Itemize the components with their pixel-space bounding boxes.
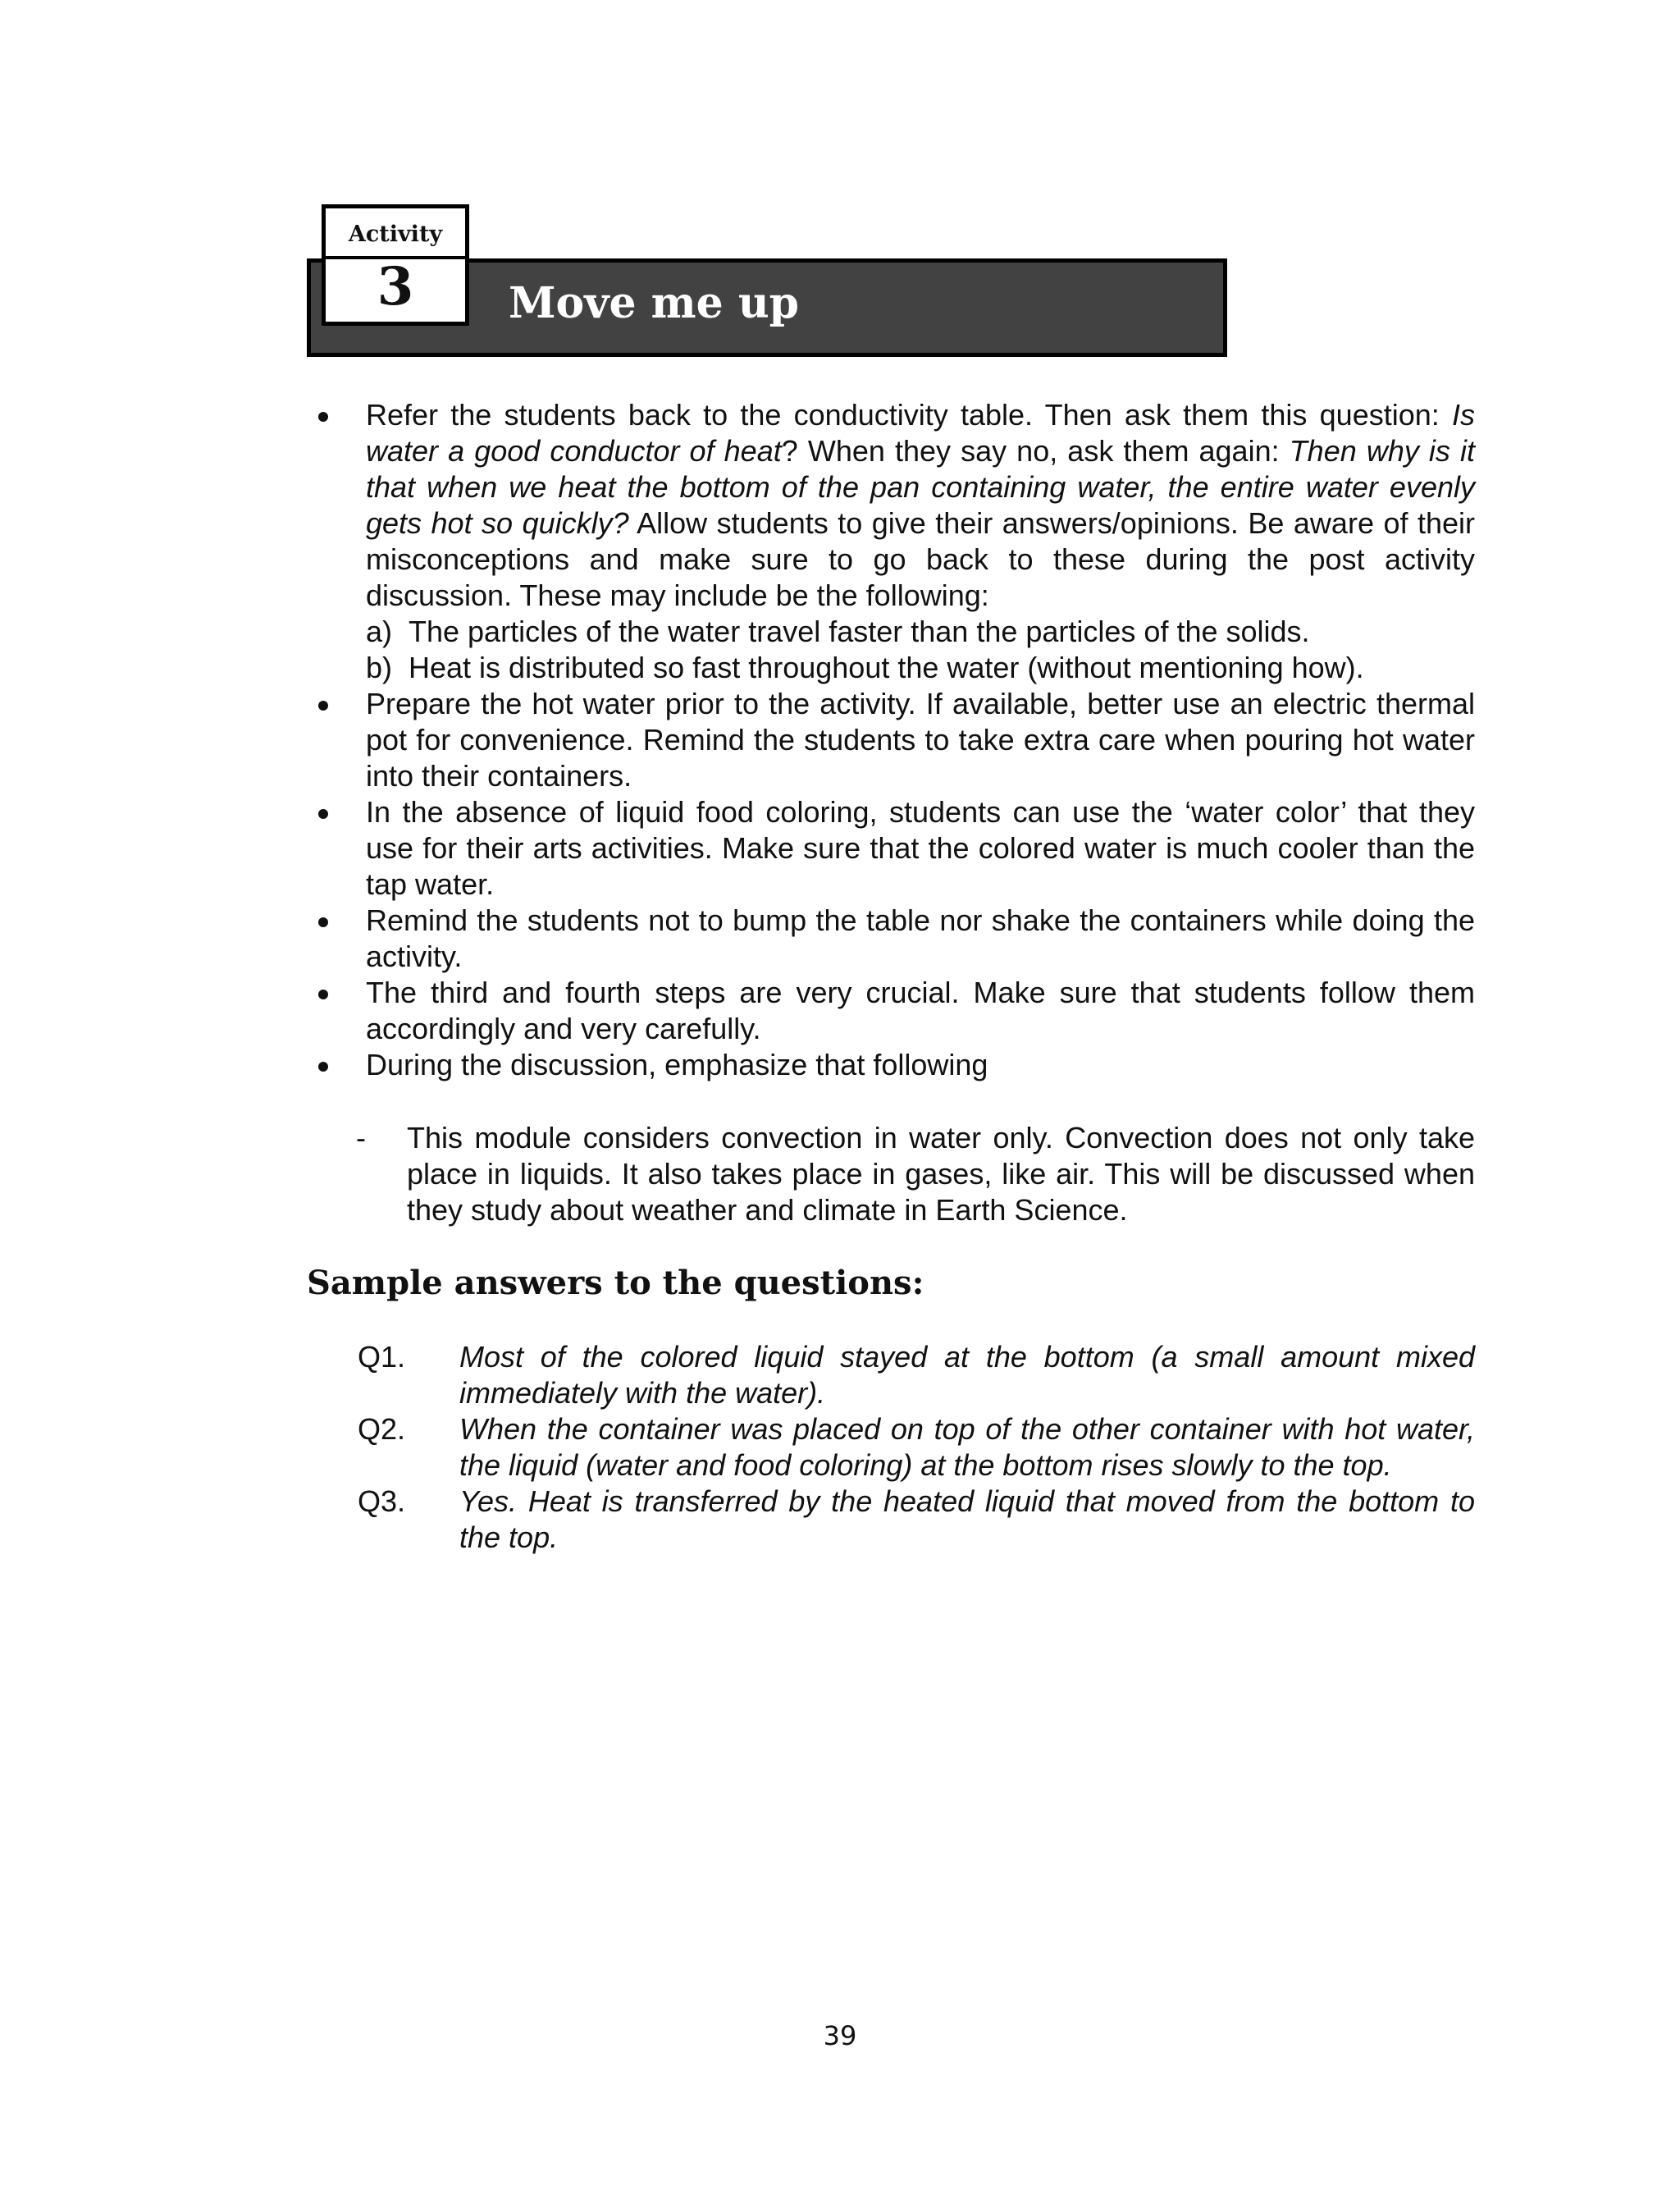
answer-label: Q2. bbox=[358, 1412, 406, 1446]
page-number: 39 bbox=[823, 2020, 857, 2051]
sub-item-label: b) bbox=[366, 651, 393, 684]
teaching-notes-list bbox=[307, 397, 1475, 1083]
dash-marker: - bbox=[356, 1121, 366, 1154]
activity-title: Move me up bbox=[509, 278, 800, 328]
note-text: Allow students to give their answers/opinions. Be aware of their misconceptions and make sure to go back to these during the post activity discussion. These may include be the following: bbox=[366, 506, 1475, 612]
list-item bbox=[307, 794, 1475, 903]
question-text: Then why is it that when we heat the bottom of the pan containing water, the entire water evenly gets hot so quickly? bbox=[366, 434, 1475, 540]
sub-item-label: a) bbox=[366, 615, 393, 648]
bullet-icon bbox=[318, 412, 328, 422]
note-text: ? When they say no, ask them again: bbox=[781, 434, 1290, 468]
activity-label: Activity bbox=[348, 222, 443, 247]
list-item bbox=[307, 903, 1475, 975]
bullet-icon bbox=[318, 809, 328, 819]
convection-note bbox=[356, 1120, 1475, 1228]
sub-item-text: The particles of the water travel faster than the particles of the solids. bbox=[409, 615, 1310, 648]
bullet-icon bbox=[318, 701, 328, 711]
answer-row bbox=[358, 1484, 1475, 1556]
note-text: The third and fourth steps are very crucial. Make sure that students follow them accordingly and very carefully. bbox=[366, 976, 1475, 1045]
misconception-b bbox=[366, 650, 1475, 686]
answer-text: Yes. Heat is transferred by the heated liquid that moved from the bottom to the top. bbox=[459, 1484, 1475, 1554]
list-item bbox=[307, 1047, 1475, 1083]
convection-note-text: This module considers convection in water only. Convection does not only take place in liquids. It also takes place in gases, like air. This will be discussed when they study about weather and climate in Earth Science. bbox=[407, 1121, 1475, 1227]
list-item bbox=[307, 975, 1475, 1047]
sub-item-text: Heat is distributed so fast throughout the water (without mentioning how). bbox=[409, 651, 1364, 684]
note-text: Prepare the hot water prior to the activity. If available, better use an electric thermal pot for convenience. Remind the students to take extra care when pouring hot water into their containers. bbox=[366, 687, 1475, 793]
bullet-icon bbox=[318, 917, 328, 927]
sample-answers-list bbox=[358, 1339, 1475, 1556]
note-text: During the discussion, emphasize that following bbox=[366, 1048, 988, 1081]
answer-label: Q1. bbox=[358, 1340, 406, 1374]
question-text: Is water a good conductor of heat bbox=[366, 398, 1475, 468]
sample-answers-heading: Sample answers to the questions: bbox=[307, 1264, 924, 1302]
answer-label: Q3. bbox=[358, 1484, 406, 1518]
answer-text: Most of the colored liquid stayed at the bottom (a small amount mixed immediately with the water). bbox=[459, 1340, 1475, 1410]
note-text: Remind the students not to bump the table nor shake the containers while doing the activity. bbox=[366, 903, 1475, 973]
activity-number: 3 bbox=[377, 256, 414, 318]
answer-row bbox=[358, 1411, 1475, 1484]
bullet-icon bbox=[318, 990, 328, 999]
note-text: In the absence of liquid food coloring, students can use the ‘water color’ that they use for their arts activities. Make sure that the colored water is much cooler than the tap water. bbox=[366, 795, 1475, 901]
activity-badge bbox=[322, 204, 469, 326]
answer-text: When the container was placed on top of the other container with hot water, the liquid (water and food coloring) at the bottom rises slowly to the top. bbox=[459, 1412, 1475, 1482]
note-text: Refer the students back to the conductivity table. Then ask them this question: bbox=[366, 398, 1452, 432]
answer-row bbox=[358, 1339, 1475, 1411]
list-item bbox=[307, 397, 1475, 686]
list-item bbox=[307, 686, 1475, 794]
misconception-a bbox=[366, 614, 1475, 650]
bullet-icon bbox=[318, 1062, 328, 1072]
